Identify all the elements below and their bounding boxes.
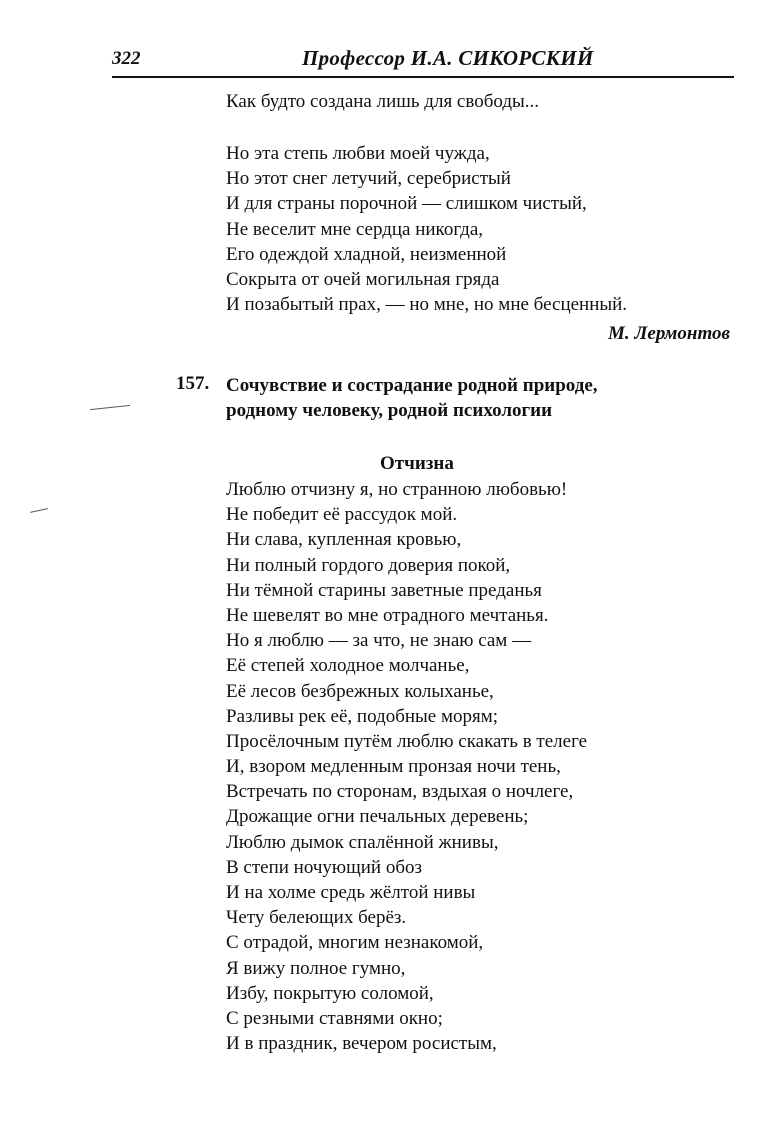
section-title-line-2: родному человеку, родной психологии (226, 400, 553, 421)
poem-line: Но эта степь любви моей чужда, (226, 143, 490, 164)
poem-line: И для страны порочной — слишком чистый, (226, 193, 587, 215)
poem-line: Но этот снег летучий, серебристый (226, 168, 511, 190)
poem-line: Ни тёмной старины заветные преданья (226, 579, 542, 601)
poem-line: Но я люблю — за что, не знаю сам — (226, 630, 532, 652)
poem-line: Я вижу полное гумно, (226, 957, 406, 979)
poem-line: И позабытый прах, — но мне, но мне бесценный. (226, 294, 628, 316)
poem-line: Как будто создана лишь для свободы... (226, 91, 540, 112)
poem-line: Дрожащие огни печальных деревень; (226, 806, 529, 828)
poem-line: С резными ставнями окно; (226, 1007, 443, 1029)
poem-line: Ни слава, купленная кровью, (226, 529, 462, 551)
poem-line: Люблю дымок спалённой жнивы, (226, 831, 499, 853)
poem-line: С отрадой, многим незнакомой, (226, 932, 484, 954)
poem-line: Не шевелят во мне отрадного мечтанья. (226, 604, 549, 626)
running-title: Профессор И.А. СИКОРСКИЙ (302, 46, 594, 70)
poem-line: И на холме средь жёлтой нивы (226, 882, 476, 903)
poem-line: Сокрыта от очей могильная гряда (226, 268, 500, 290)
section-number: 157. (176, 373, 210, 394)
poem-line: Ни полный гордого доверия покой, (226, 554, 511, 576)
poem-lermontov-stanza (226, 141, 627, 317)
poem-line: Избу, покрытую соломой, (226, 982, 434, 1004)
poem-line: Не веселит мне сердца никогда, (226, 218, 484, 240)
poem-line: Просёлочным путём люблю скакать в телеге (226, 730, 588, 752)
poem-line: Люблю отчизну я, но странною любовью! (226, 479, 568, 500)
poem-line: Не победит её рассудок мой. (226, 504, 458, 526)
scan-mark (30, 508, 48, 513)
poem-line: Её лесов безбрежных колыханье, (226, 680, 494, 702)
poem-continuation-top (226, 89, 539, 114)
scan-mark (90, 405, 130, 410)
section-title (226, 373, 598, 423)
poem-line: И в праздник, вечером росистым, (226, 1033, 497, 1055)
poem-line: Встречать по сторонам, вздыхая о ночлеге, (226, 781, 574, 803)
poem-line: В степи ночующий обоз (226, 856, 422, 878)
poem-line: Его одеждой хладной, неизменной (226, 243, 507, 265)
page-number: 322 (112, 48, 141, 69)
poem-line: Разливы рек её, подобные морям; (226, 705, 499, 727)
page-header (112, 40, 734, 78)
poem-otchizna (226, 477, 587, 1056)
poem-line: Её степей холодное молчанье, (226, 655, 470, 677)
poem-line: И, взором медленным пронзая ночи тень, (226, 756, 561, 778)
poem-title: Отчизна (380, 453, 454, 474)
poem-line: Чету белеющих берёз. (226, 907, 407, 929)
poem-author: М. Лермонтов (608, 323, 730, 344)
section-title-line-1: Сочувствие и сострадание родной природе, (226, 375, 598, 396)
